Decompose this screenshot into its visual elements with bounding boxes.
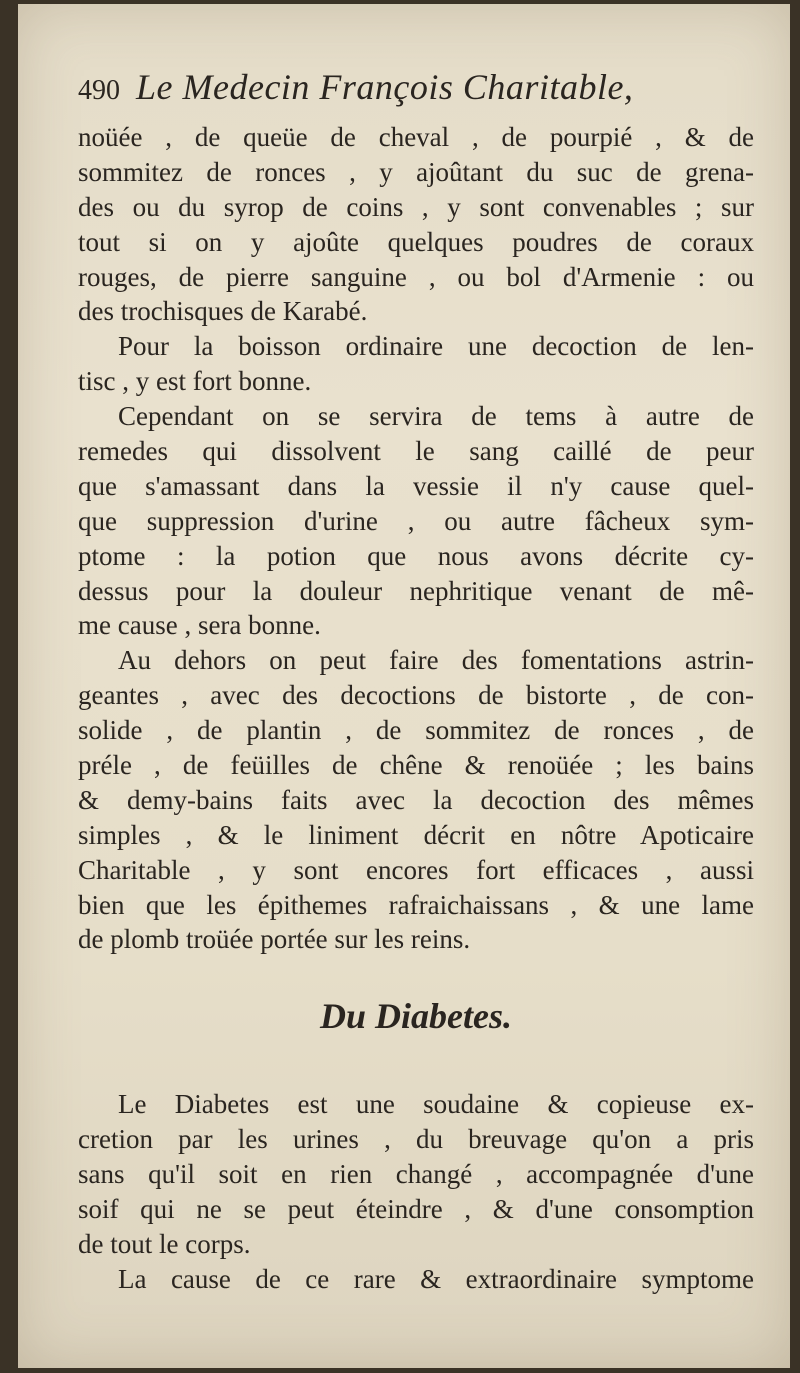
text-line: Pour la boisson ordinaire une decoction de len- [118, 331, 754, 362]
section-title: Du Diabetes. [320, 996, 512, 1037]
text-line: Le Diabetes est une soudaine & copieuse ex- [118, 1089, 754, 1120]
text-line: de plomb troüée portée sur les reins. [78, 924, 471, 955]
text-line: des trochisques de Karabé. [78, 296, 368, 327]
text-line: de tout le corps. [78, 1228, 251, 1259]
paragraph [78, 329, 754, 399]
paragraph [78, 399, 754, 643]
text-line: ptome : la potion que nous avons décrite cy- [78, 540, 754, 571]
page-number: 490 [78, 75, 120, 106]
text-block [78, 66, 754, 1297]
text-line: bien que les épithemes rafraichaissans , & une lame [78, 889, 754, 920]
text-line: soif qui ne se peut éteindre , & d'une consomption [78, 1194, 754, 1225]
text-line: simples , & le liniment décrit en nôtre Apoticaire [78, 819, 754, 850]
text-line: cretion par les urines , du breuvage qu'on a pris [78, 1124, 754, 1155]
text-line: Cependant on se servira de tems à autre de [118, 401, 754, 432]
text-line: & demy-bains faits avec la decoction des mêmes [78, 784, 754, 815]
text-line: que s'amassant dans la vessie il n'y cause quel- [78, 470, 754, 501]
paragraph [78, 1087, 754, 1261]
text-line: tout si on y ajoûte quelques poudres de coraux [78, 226, 754, 257]
text-line: solide , de plantin , de sommitez de ronces , de [78, 715, 754, 746]
text-line: La cause de ce rare & extraordinaire symptome [118, 1263, 754, 1294]
text-line: rouges, de pierre sanguine , ou bol d'Armenie : ou [78, 261, 754, 292]
text-line: Au dehors on peut faire des fomentations astrin- [118, 645, 754, 676]
text-line: geantes , avec des decoctions de bistorte , de con- [78, 680, 754, 711]
text-line: Charitable , y sont encores fort efficaces , aussi [78, 854, 754, 885]
text-line: des ou du syrop de coins , y sont convenables ; sur [78, 191, 754, 222]
paragraph [78, 643, 754, 957]
text-line: que suppression d'urine , ou autre fâcheux sym- [78, 505, 754, 536]
paragraph [78, 1262, 754, 1297]
text-line: préle , de feüilles de chêne & renoüée ; les bains [78, 750, 754, 781]
paragraph [78, 120, 754, 329]
text-line: sommitez de ronces , y ajoûtant du suc de grena- [78, 156, 754, 187]
text-line: tisc , y est fort bonne. [78, 366, 312, 397]
text-line: sans qu'il soit en rien changé , accompagnée d'une [78, 1159, 754, 1190]
body-text-after [78, 1087, 754, 1296]
body-text-before [78, 120, 754, 957]
text-line: noüée , de queüe de cheval , de pourpié , & de [78, 122, 754, 152]
running-head: Le Medecin François Charitable, [136, 67, 634, 107]
text-line: remedes qui dissolvent le sang caillé de peur [78, 436, 754, 467]
book-page [18, 4, 790, 1368]
text-line: me cause , sera bonne. [78, 610, 321, 641]
page-header [78, 66, 754, 120]
text-line: dessus pour la douleur nephritique venant de mê- [78, 575, 754, 606]
